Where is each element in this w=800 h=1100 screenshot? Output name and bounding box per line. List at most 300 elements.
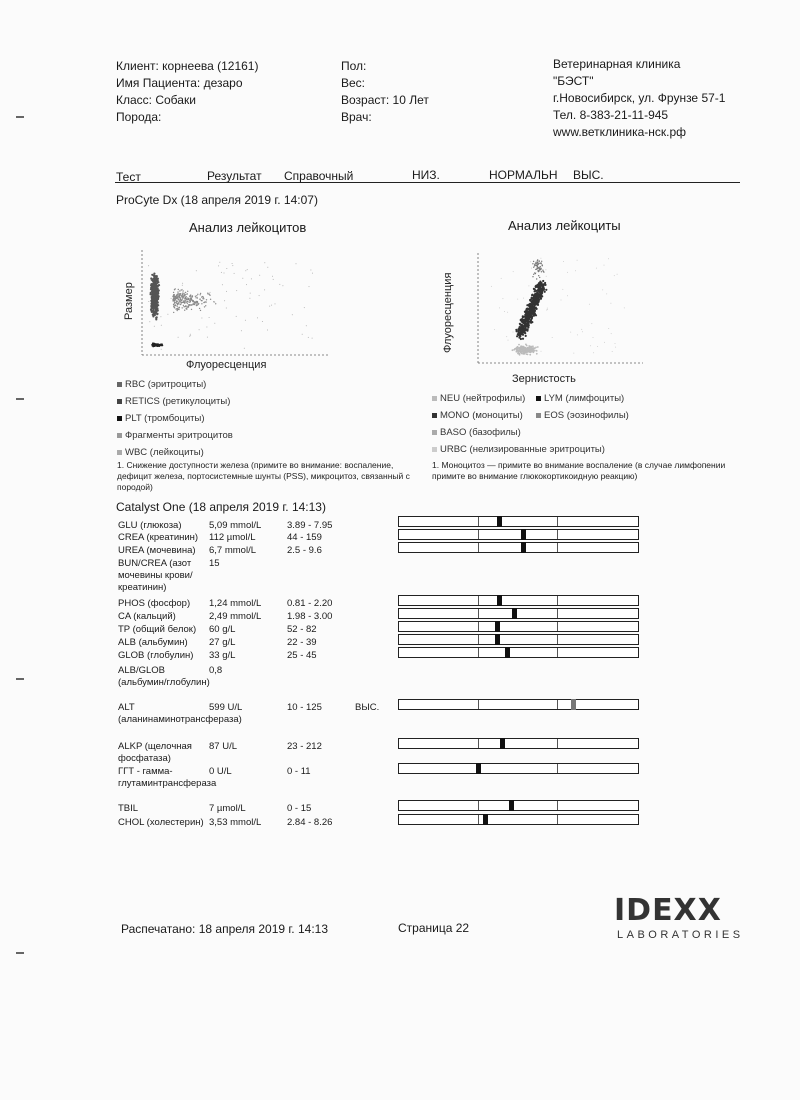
range-bar: [398, 595, 639, 606]
range-tick: [557, 764, 558, 773]
scan-mark: [16, 678, 24, 680]
scatter-point: [593, 337, 594, 338]
range-tick: [557, 517, 558, 526]
result-row: [118, 611, 358, 623]
scatter-point: [158, 343, 160, 345]
patient-age: Возраст: 10 Лет: [341, 93, 429, 107]
scatter-point: [203, 298, 204, 299]
scatter-point: [196, 270, 197, 271]
range-tick: [557, 815, 558, 824]
scatter-point: [177, 306, 178, 307]
range-tick: [557, 739, 558, 748]
scatter-point: [531, 294, 533, 296]
scatter-point: [190, 301, 191, 302]
scatter-point: [206, 299, 207, 300]
clinic-name-2: "БЭСТ": [553, 74, 594, 88]
scatter-point: [189, 336, 190, 337]
legend-row: [432, 407, 702, 424]
scatter-point: [178, 309, 179, 310]
scatter-point: [251, 278, 252, 279]
scatter-point: [542, 285, 544, 287]
scatter-point: [197, 302, 198, 303]
reference-range: 22 - 39: [287, 637, 317, 648]
scatter-point: [606, 293, 607, 294]
result-marker: [495, 634, 500, 645]
x-axis-label: Флуоресценция: [186, 359, 267, 371]
scatter-point: [154, 326, 155, 327]
range-tick: [478, 815, 479, 824]
scatter-point: [241, 330, 242, 331]
scatter-point: [222, 284, 223, 285]
scan-mark: [16, 398, 24, 400]
result-marker: [497, 516, 502, 527]
scatter-point: [536, 268, 537, 269]
scatter-point: [155, 311, 157, 313]
range-bar: [398, 634, 639, 645]
scatter-point: [528, 285, 529, 286]
scatter-point: [617, 274, 618, 275]
scatter-point: [540, 258, 541, 259]
range-bar: [398, 738, 639, 749]
scatter-point: [292, 314, 293, 315]
range-tick: [478, 801, 479, 810]
scatter-point: [508, 340, 509, 341]
scatter-point: [575, 270, 576, 271]
catalyst-title: Catalyst One (18 апреля 2019 г. 14:13): [116, 500, 326, 514]
scatter-point: [185, 305, 186, 306]
scatter-point: [183, 306, 184, 307]
scatter-point: [192, 304, 193, 305]
range-tick: [478, 635, 479, 644]
range-bar: [398, 516, 639, 527]
result-row: [118, 598, 358, 610]
result-row: [118, 520, 358, 532]
scatter-point: [207, 293, 208, 294]
scatter-point: [161, 349, 162, 350]
test-name: PHOS (фосфор): [118, 598, 191, 609]
scatter-point: [536, 302, 538, 304]
scatter-point: [541, 263, 542, 264]
range-tick: [478, 700, 479, 709]
client-info: [116, 58, 258, 126]
scatter-point: [157, 345, 159, 347]
scatter-point: [194, 304, 195, 305]
test-name: TP (общий белок): [118, 624, 197, 635]
scatter-point: [537, 262, 538, 263]
scatter-point: [524, 332, 526, 334]
scatter-point: [534, 294, 536, 296]
test-name: ALB (альбумин): [118, 637, 188, 648]
scatter-point: [539, 263, 540, 264]
scatter-point: [530, 300, 532, 302]
note-diff: 1. Моноцитоз — примите во внимание воспаление (в случае лимфопении примите во внимание глюкокортикоидную реакцию): [432, 460, 726, 481]
range-bar: [398, 814, 639, 825]
scatter-point: [522, 348, 524, 350]
scatter-point: [179, 297, 180, 298]
scatter-point: [513, 349, 515, 351]
scatter-point: [562, 289, 563, 290]
legend-swatch: [117, 382, 122, 387]
clinic-name: Ветеринарная клиника: [553, 57, 681, 71]
scatter-point: [224, 300, 225, 301]
scatter-point: [185, 296, 186, 297]
scatter-point: [151, 274, 153, 276]
scatter-point: [519, 333, 521, 335]
scatter-point: [195, 302, 196, 303]
scatter-point: [516, 335, 518, 337]
scatter-point: [530, 311, 532, 313]
scatter-point: [153, 283, 155, 285]
scatter-point: [528, 303, 530, 305]
scatter-point: [523, 320, 525, 322]
scatter-point: [180, 294, 181, 295]
scatter-point: [174, 296, 175, 297]
clinic-phone: Тел. 8-383-21-11-945: [553, 108, 669, 122]
range-tick: [478, 739, 479, 748]
legend-diff: [432, 390, 702, 458]
scatter-point: [309, 286, 310, 287]
scatter-point: [153, 273, 155, 275]
clinic-address: г.Новосибирск, ул. Фрунзе 57-1: [553, 91, 726, 105]
scatter-point: [152, 310, 154, 312]
scatter-point: [176, 302, 177, 303]
result-value: 3,53 mmol/L: [209, 817, 262, 828]
scatter-point: [525, 350, 527, 352]
scatter-point: [153, 276, 155, 278]
range-tick: [478, 622, 479, 631]
result-marker: [483, 814, 488, 825]
test-name: GLOB (глобулин): [118, 650, 194, 661]
test-name: TBIL: [118, 803, 139, 814]
scatter-point: [179, 290, 180, 291]
scatter-point: [204, 306, 205, 307]
scatter-points: [148, 262, 313, 350]
legend-item: RETICS (ретикулоциты): [117, 393, 233, 410]
scatter-point: [182, 285, 183, 286]
scatter-point: [200, 310, 201, 311]
scatter-point: [302, 334, 303, 335]
scatter-point: [245, 320, 246, 321]
scatter-point: [226, 268, 227, 269]
scatter-point: [602, 289, 603, 290]
result-row: [118, 637, 358, 649]
scatter-point: [267, 267, 268, 268]
scatter-point: [541, 261, 542, 262]
scatter-point: [187, 293, 188, 294]
scatter-point: [177, 310, 178, 311]
header-rule: [115, 182, 740, 183]
scatter-point: [177, 308, 178, 309]
scatter-point: [182, 298, 183, 299]
scatter-point: [517, 350, 519, 352]
scatter-point: [604, 265, 605, 266]
scatter-point: [539, 291, 541, 293]
scatter-point: [310, 270, 311, 271]
scatter-point: [182, 293, 183, 294]
scatter-point: [197, 294, 198, 295]
legend-swatch: [117, 433, 122, 438]
scatter-point: [182, 283, 183, 284]
scatter-point: [178, 289, 179, 290]
result-marker: [512, 608, 517, 619]
reference-range: 44 - 159: [287, 532, 322, 543]
scatter-point: [177, 295, 178, 296]
scatter-point: [547, 309, 548, 310]
result-value: 112 µmol/L: [209, 532, 256, 543]
scatter-point: [206, 327, 207, 328]
scatter-point: [296, 263, 297, 264]
scatter-point: [180, 304, 181, 305]
scatter-point: [191, 298, 192, 299]
idexx-logo-subtitle: LABORATORIES: [617, 929, 744, 941]
scatter-point: [491, 286, 492, 287]
scatter-point: [191, 296, 192, 297]
result-marker: [505, 647, 510, 658]
patient-details: [341, 58, 429, 126]
result-value: 33 g/L: [209, 650, 236, 661]
scatter-point: [173, 312, 174, 313]
page-number: Страница 22: [398, 921, 470, 935]
range-tick: [557, 700, 558, 709]
scatter-point: [153, 281, 155, 283]
range-bar: [398, 647, 639, 658]
scatter-point: [544, 284, 546, 286]
scatter-point: [215, 303, 216, 304]
printed-date: Распечатано: 18 апреля 2019 г. 14:13: [121, 922, 328, 936]
procyte-title: ProCyte Dx (18 апреля 2019 г. 14:07): [116, 193, 318, 207]
range-bar: [398, 800, 639, 811]
scatter-point: [244, 348, 245, 349]
scatter-point: [234, 273, 235, 274]
scatter-point: [224, 273, 225, 274]
scatter-point: [155, 279, 157, 281]
scatter-point: [312, 338, 313, 339]
scatter-point: [156, 313, 158, 315]
result-row: [118, 624, 358, 636]
scatter-point: [536, 278, 537, 279]
scatter-point: [154, 299, 156, 301]
result-marker: [476, 763, 481, 774]
scatter-point: [178, 303, 179, 304]
patient-class: Класс: Собаки: [116, 93, 196, 107]
result-value: 7 µmol/L: [209, 803, 246, 814]
scatter-point: [536, 353, 538, 355]
wbc-diff-chart-title: Анализ лейкоциты: [508, 218, 621, 233]
scatter-point: [581, 329, 582, 330]
reference-range: 2.84 - 8.26: [287, 817, 333, 828]
scatter-point: [196, 295, 197, 296]
scatter-point: [526, 330, 528, 332]
scatter-point: [201, 300, 202, 301]
scan-mark: [16, 952, 24, 954]
test-name: ALB/GLOB (альбумин/глобулин): [118, 665, 210, 688]
scatter-point: [175, 288, 176, 289]
high-flag: ВЫС.: [355, 702, 380, 713]
range-tick: [557, 622, 558, 631]
legend-swatch: [536, 396, 541, 401]
range-tick: [557, 635, 558, 644]
result-marker: [495, 621, 500, 632]
scatter-point: [205, 301, 206, 302]
scatter-point: [582, 331, 583, 332]
scatter-point: [249, 298, 250, 299]
scatter-point: [153, 296, 155, 298]
scatter-point: [193, 301, 194, 302]
scatter-point: [522, 338, 524, 340]
legend-item: RBC (эритроциты): [117, 376, 233, 393]
scatter-point: [573, 353, 574, 354]
scatter-point: [538, 270, 539, 271]
test-name: CREA (креатинин): [118, 532, 199, 543]
scatter-point: [525, 344, 527, 346]
wbc-chart-title: Анализ лейкоцитов: [189, 220, 307, 235]
scatter-point: [200, 294, 201, 295]
scatter-point: [156, 277, 158, 279]
result-value: 5,09 mmol/L: [209, 520, 262, 531]
scatter-point: [533, 288, 535, 290]
scatter-point: [174, 303, 175, 304]
scatter-point: [184, 302, 185, 303]
scatter-point: [156, 290, 158, 292]
scatter-point: [210, 292, 211, 293]
client-name: Клиент: корнеева (12161): [116, 59, 259, 73]
scatter-point: [200, 293, 201, 294]
scatter-point: [199, 299, 200, 300]
scatter-point: [523, 324, 524, 325]
scatter-point: [519, 324, 521, 326]
scatter-point: [524, 325, 526, 327]
scatter-point: [536, 350, 538, 352]
scatter-point: [236, 290, 237, 291]
patient-sex: Пол:: [341, 59, 367, 73]
col-result: Результат: [207, 169, 262, 183]
scatter-point: [185, 292, 186, 293]
y-axis-label: Флуоресценция: [442, 272, 454, 353]
scatter-point: [197, 297, 198, 298]
test-name: ALKP (щелочная фосфатаза): [118, 741, 192, 764]
scatter-point: [527, 323, 529, 325]
scatter-point: [535, 314, 537, 316]
col-test: Тест: [116, 170, 141, 184]
scatter-point: [542, 265, 543, 266]
scatter-point: [198, 304, 199, 305]
test-name: BUN/CREA (азот мочевины крови/креатинин): [118, 558, 193, 593]
scatter-point: [259, 275, 260, 276]
reference-range: 0.81 - 2.20: [287, 598, 333, 609]
scatter-point: [187, 291, 188, 292]
scatter-point: [176, 295, 177, 296]
scatter-plot-wbc: [118, 238, 348, 373]
scatter-point: [538, 275, 539, 276]
scatter-point: [156, 316, 158, 318]
scatter-point: [539, 277, 540, 278]
scatter-point: [242, 278, 243, 279]
scatter-point: [178, 302, 179, 303]
scatter-point: [245, 270, 246, 271]
legend-item: Фрагменты эритроцитов: [117, 427, 233, 444]
scatter-point: [226, 308, 227, 309]
scatter-point: [179, 307, 180, 308]
scatter-point: [615, 347, 616, 348]
scatter-point: [519, 354, 521, 356]
scatter-point: [180, 298, 181, 299]
idexx-logo: IDEXX: [614, 893, 722, 928]
scatter-point: [189, 299, 190, 300]
legend-item: BASO (базофилы): [432, 424, 702, 441]
scatter-point: [541, 267, 542, 268]
scatter-point: [518, 337, 520, 339]
scatter-point: [199, 308, 200, 309]
scatter-point: [570, 332, 571, 333]
scatter-point: [179, 300, 180, 301]
scatter-point: [512, 349, 514, 351]
scatter-point: [530, 261, 531, 262]
legend-item: URBC (нелизированные эритроциты): [432, 441, 702, 458]
note-wbc: 1. Снижение доступности железа (примите во внимание: воспаление, дефицит железа, портосистемные шунты (PSS), микроцитоз, связанный с породой): [117, 460, 410, 492]
scatter-point: [161, 325, 162, 326]
reference-range: 2.5 - 9.6: [287, 545, 322, 556]
legend-swatch: [117, 450, 122, 455]
legend-item: WBC (лейкоциты): [117, 444, 233, 461]
scatter-point: [154, 344, 156, 346]
scatter-point: [530, 319, 532, 321]
scatter-point: [187, 301, 188, 302]
clinic-info: [553, 56, 725, 141]
scatter-point: [154, 306, 156, 308]
scatter-point: [271, 305, 272, 306]
scatter-point: [614, 275, 615, 276]
scatter-point: [247, 269, 248, 270]
scatter-point: [532, 345, 534, 347]
range-bar: [398, 763, 639, 774]
scatter-point: [191, 299, 192, 300]
scatter-point: [184, 310, 185, 311]
col-normal: НОРМАЛЬН: [489, 168, 558, 182]
scatter-point: [150, 293, 152, 295]
range-tick: [557, 530, 558, 539]
scatter-point: [279, 284, 280, 285]
legend-swatch: [432, 413, 437, 418]
scatter-point: [182, 289, 183, 290]
scatter-point: [173, 292, 174, 293]
scatter-point: [186, 308, 187, 309]
scatter-point: [540, 294, 542, 296]
scatter-point: [219, 262, 220, 263]
scatter-point: [546, 310, 547, 311]
result-row: [118, 803, 358, 815]
scatter-point: [184, 298, 185, 299]
legend-swatch: [432, 430, 437, 435]
scatter-point: [156, 300, 158, 302]
scatter-point: [563, 261, 564, 262]
reference-range: 0 - 15: [287, 803, 312, 814]
scatter-plot-diff: [438, 238, 668, 388]
result-value: 1,24 mmol/L: [209, 598, 262, 609]
scatter-point: [190, 334, 191, 335]
scatter-point: [536, 272, 537, 273]
range-tick: [478, 596, 479, 605]
range-bar: [398, 529, 639, 540]
scatter-point: [517, 352, 519, 354]
scatter-point: [214, 302, 215, 303]
scatter-point: [189, 305, 190, 306]
scatter-point: [604, 342, 605, 343]
result-marker: [497, 595, 502, 606]
scatter-point: [525, 348, 527, 350]
col-low: НИЗ.: [412, 168, 440, 182]
scatter-point: [259, 295, 260, 296]
scatter-point: [187, 303, 188, 304]
